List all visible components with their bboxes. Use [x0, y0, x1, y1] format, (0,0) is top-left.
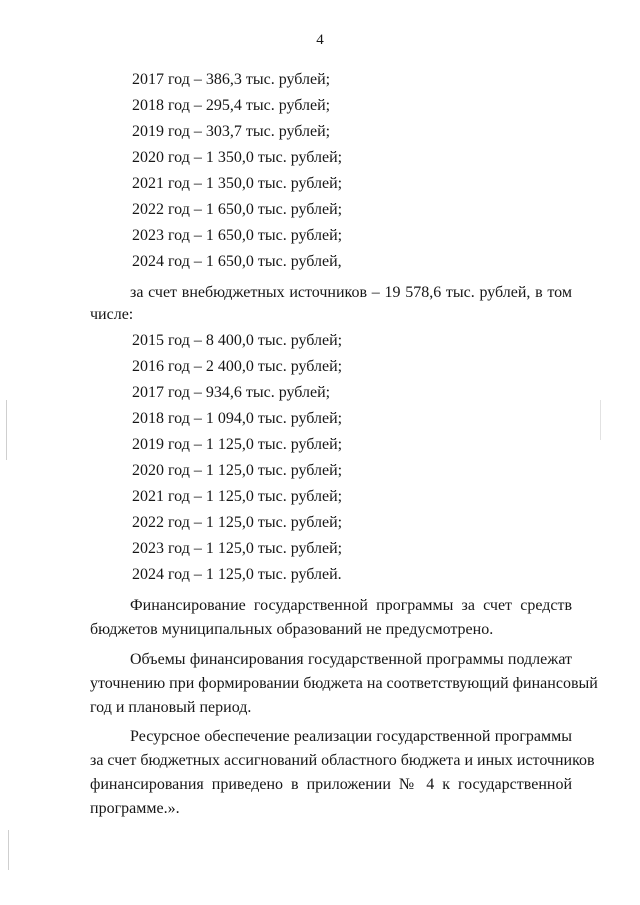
list-item: 2021 год – 1 350,0 тыс. рублей;	[132, 175, 343, 192]
paragraph-line: год и плановый период.	[90, 699, 252, 716]
list-item: 2016 год – 2 400,0 тыс. рублей;	[132, 358, 343, 375]
list-item: 2018 год – 1 094,0 тыс. рублей;	[132, 410, 343, 427]
list-item: 2022 год – 1 650,0 тыс. рублей;	[132, 201, 343, 218]
list-item: 2017 год – 386,3 тыс. рублей;	[132, 71, 331, 88]
list-item: 2019 год – 303,7 тыс. рублей;	[132, 123, 331, 140]
paragraph-line: Объемы финансирования государственной программы подлежат	[130, 651, 572, 668]
list-item: 2022 год – 1 125,0 тыс. рублей;	[132, 514, 343, 531]
list-item: 2023 год – 1 650,0 тыс. рублей;	[132, 227, 343, 244]
list-item: 2018 год – 295,4 тыс. рублей;	[132, 97, 331, 114]
paragraph-line: финансирования приведено в приложении № 4 к государственной	[90, 776, 572, 793]
paragraph-line: программе.».	[90, 800, 180, 817]
scan-artifact	[6, 400, 7, 460]
list-item: 2017 год – 934,6 тыс. рублей;	[132, 384, 331, 401]
list-item: 2024 год – 1 650,0 тыс. рублей,	[132, 253, 342, 270]
paragraph-line: бюджетов муниципальных образований не предусмотрено.	[90, 621, 494, 638]
list-item: 2021 год – 1 125,0 тыс. рублей;	[132, 488, 343, 505]
list-item: 2015 год – 8 400,0 тыс. рублей;	[132, 332, 343, 349]
paragraph-line: за счет бюджетных ассигнований областного бюджета и иных источников	[90, 752, 595, 769]
scan-artifact	[8, 830, 9, 870]
extrabudgetary-intro-line1: за счет внебюджетных источников – 19 578,6 тыс. рублей, в том	[130, 284, 572, 301]
list-item: 2024 год – 1 125,0 тыс. рублей.	[132, 566, 342, 583]
extrabudgetary-intro-line2: числе:	[90, 306, 134, 323]
list-item: 2019 год – 1 125,0 тыс. рублей;	[132, 436, 343, 453]
list-item: 2020 год – 1 125,0 тыс. рублей;	[132, 462, 343, 479]
paragraph-line: уточнению при формировании бюджета на соответствующий финансовый	[90, 675, 598, 692]
paragraph-line: Ресурсное обеспечение реализации государственной программы	[130, 728, 572, 745]
list-item: 2020 год – 1 350,0 тыс. рублей;	[132, 149, 343, 166]
page-number: 4	[316, 32, 324, 48]
list-item: 2023 год – 1 125,0 тыс. рублей;	[132, 540, 343, 557]
paragraph-line: Финансирование государственной программы за счет средств	[130, 597, 572, 614]
scan-artifact	[600, 400, 601, 440]
